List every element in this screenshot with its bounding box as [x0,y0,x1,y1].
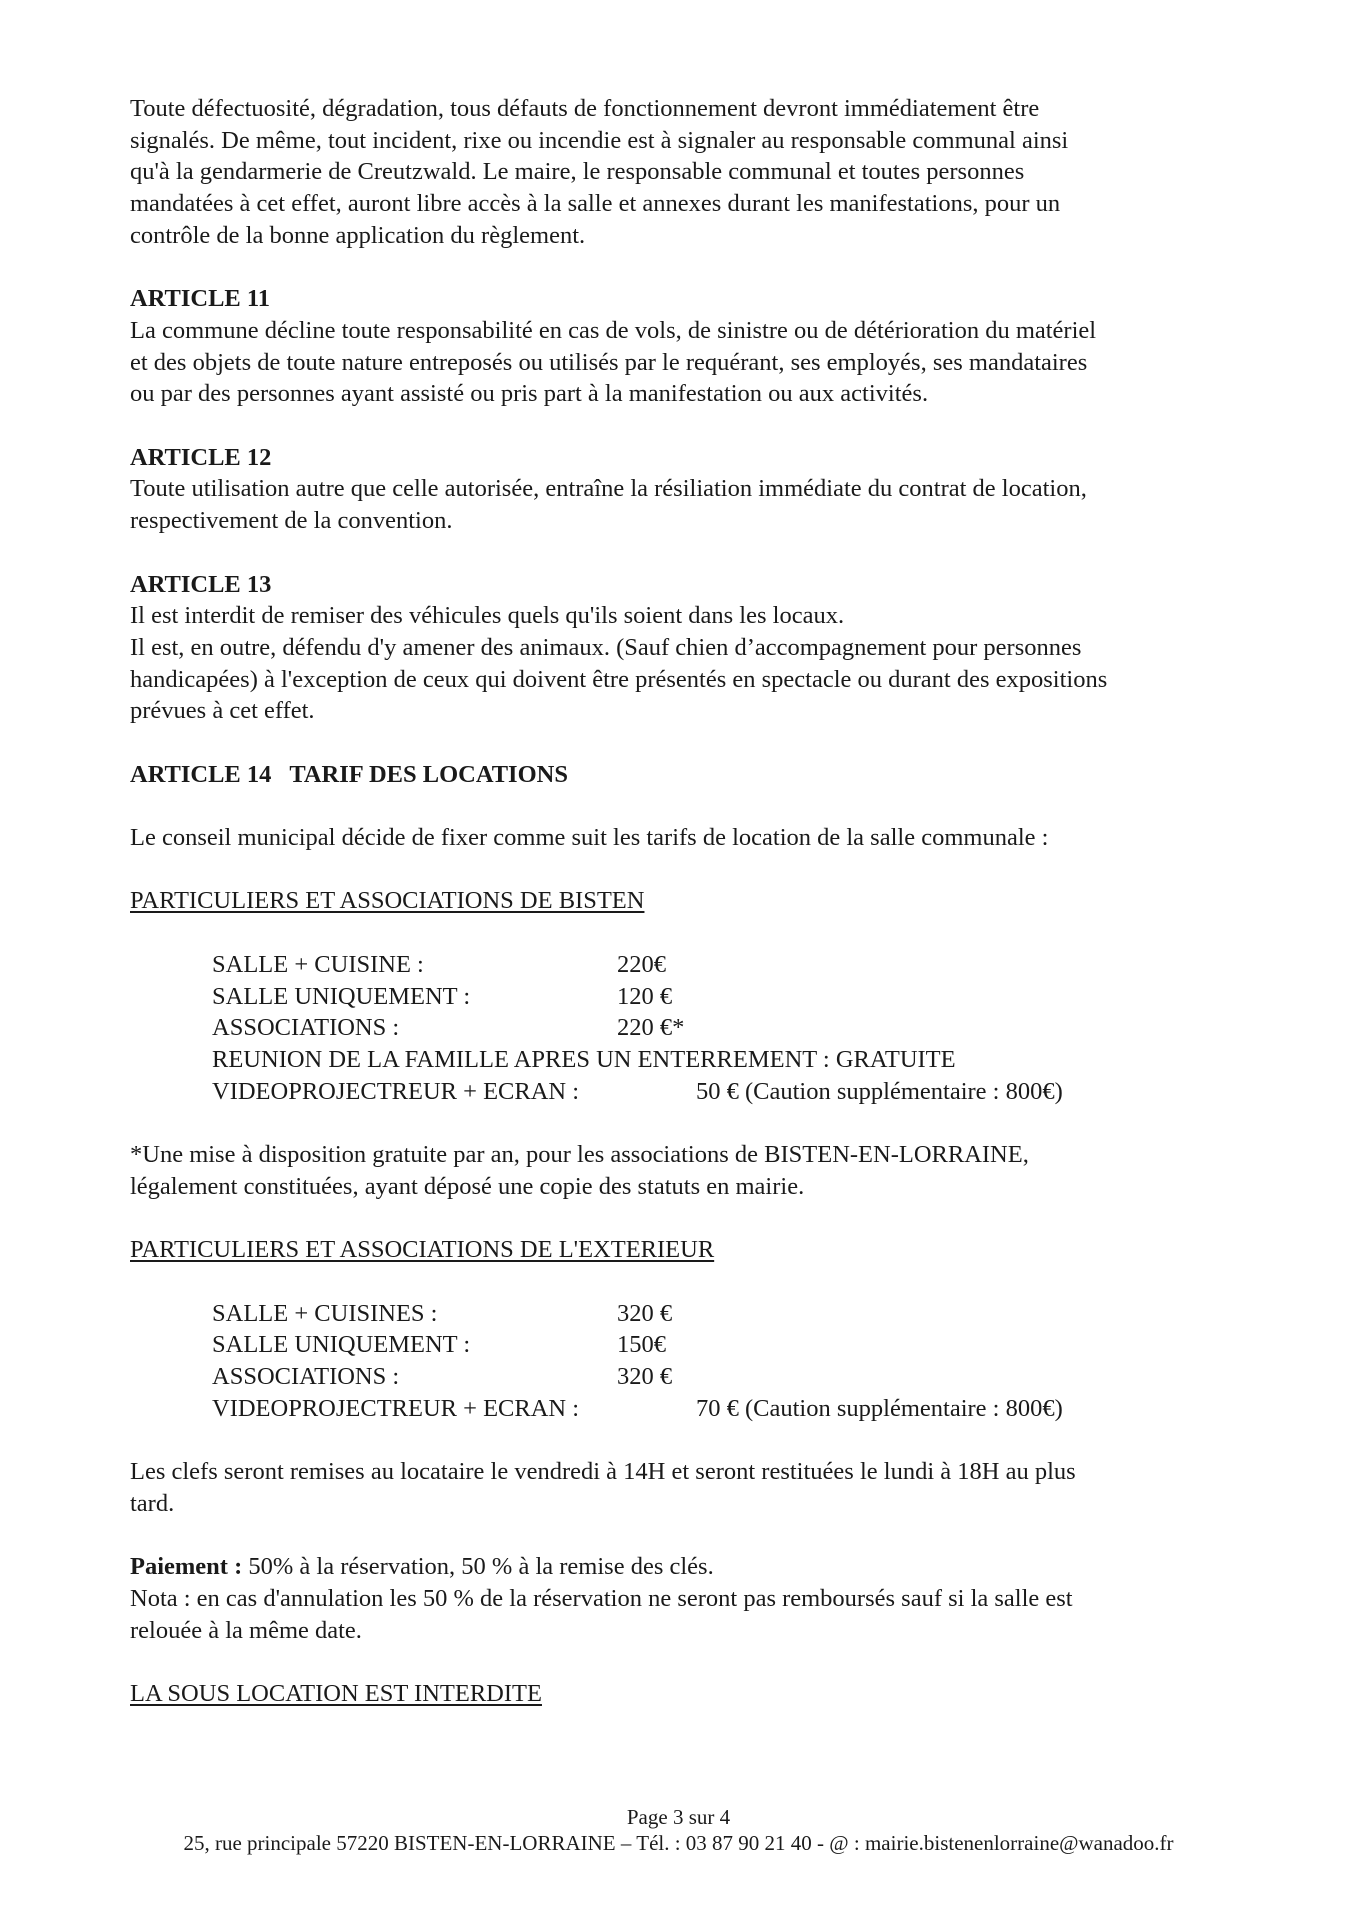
tarif-label: ASSOCIATIONS : [212,1362,400,1390]
article-14-title: ARTICLE 14 TARIF DES LOCATIONS [130,760,568,788]
tarif-row-video [212,1076,1240,1108]
tarif-row [212,1361,1240,1393]
page-footer [0,1804,1357,1856]
document-page [130,93,1240,1710]
tarif-row [212,1298,1240,1330]
tarif-row [212,1012,1240,1044]
tarif-row-video [212,1393,1240,1425]
text-line: La commune décline toute responsabilité en cas de vols, de sinistre ou de détérioration du matériel [130,316,1097,344]
tarif-label: VIDEOPROJECTREUR + ECRAN : [212,1077,580,1105]
text-line: Les clefs seront remises au locataire le vendredi à 14H et seront restituées le lundi à 18H au plus [130,1458,1076,1486]
tarif-label: SALLE UNIQUEMENT : [212,1331,471,1359]
tarif-value: 220€ [617,950,666,978]
text-line: Il est, en outre, défendu d'y amener des animaux. (Sauf chien d’accompagnement pour personnes [130,633,1082,661]
tarif-value: 320 € [617,1299,673,1327]
bisten-tarif-list [130,949,1240,1108]
tarif-value: 150€ [617,1331,666,1359]
tarif-label: SALLE UNIQUEMENT : [212,982,471,1010]
tarif-value: 70 € (Caution supplémentaire : 800€) [696,1394,1063,1422]
tarif-value: 120 € [617,982,673,1010]
paiement-text: 50% à la réservation, 50 % à la remise des clés. [242,1553,714,1581]
article-11 [130,283,1240,410]
text-line: Toute utilisation autre que celle autorisée, entraîne la résiliation immédiate du contrat de location, [130,475,1087,503]
article-13 [130,569,1240,728]
exterieur-heading: PARTICULIERS ET ASSOCIATIONS DE L'EXTERIEUR [130,1236,715,1264]
tarif-label: SALLE + CUISINE : [212,950,424,978]
text-line: Nota : en cas d'annulation les 50 % de la réservation ne seront pas remboursés sauf si la salle est [130,1584,1073,1612]
text-line: légalement constituées, ayant déposé une copie des statuts en mairie. [130,1172,805,1200]
text-line: qu'à la gendarmerie de Creutzwald. Le maire, le responsable communal et toutes personnes [130,158,1025,186]
text-line: et des objets de toute nature entreposés ou utilisés par le requérant, ses employés, ses mandataires [130,348,1088,376]
text-line: tard. [130,1489,175,1517]
text-line: mandatées à cet effet, auront libre accès à la salle et annexes durant les manifestations, pour un [130,190,1061,218]
tarif-label: VIDEOPROJECTREUR + ECRAN : [212,1394,580,1422]
tarif-row [212,949,1240,981]
tarif-label: REUNION DE LA FAMILLE APRES UN ENTERREMENT : GRATUITE [212,1045,956,1073]
paiement-label: Paiement : [130,1553,243,1581]
clefs-paragraph [130,1456,1240,1519]
tarif-label: ASSOCIATIONS : [212,1014,400,1042]
paiement-line [130,1551,1240,1583]
text-line: prévues à cet effet. [130,697,315,725]
text-line: ou par des personnes ayant assisté ou pris part à la manifestation ou aux activités. [130,380,929,408]
article-14-intro: Le conseil municipal décide de fixer comme suit les tarifs de location de la salle communale : [130,824,1049,852]
exterieur-tarif-list [130,1298,1240,1425]
intro-paragraph [130,93,1240,252]
article-13-title: ARTICLE 13 [130,570,272,598]
sous-location-notice: LA SOUS LOCATION EST INTERDITE [130,1679,542,1707]
text-line: respectivement de la convention. [130,507,453,535]
tarif-value: 220 €* [617,1014,685,1042]
text-line: Il est interdit de remiser des véhicules quels qu'ils soient dans les locaux. [130,602,845,630]
bisten-note [130,1139,1240,1202]
tarif-label: SALLE + CUISINES : [212,1299,438,1327]
article-14 [130,759,1240,1710]
tarif-row [212,1329,1240,1361]
article-12-title: ARTICLE 12 [130,443,272,471]
text-line: *Une mise à disposition gratuite par an, pour les associations de BISTEN-EN-LORRAINE, [130,1141,1029,1169]
text-line: contrôle de la bonne application du règlement. [130,221,586,249]
bisten-heading: PARTICULIERS ET ASSOCIATIONS DE BISTEN [130,887,645,915]
text-line: Toute défectuosité, dégradation, tous défauts de fonctionnement devront immédiatement être [130,95,1040,122]
tarif-row-free [212,1044,1240,1076]
text-line: handicapées) à l'exception de ceux qui doivent être présentés en spectacle ou durant des expositions [130,665,1108,693]
tarif-value: 320 € [617,1362,673,1390]
article-12 [130,442,1240,537]
text-line: relouée à la même date. [130,1616,362,1644]
page-number: Page 3 sur 4 [626,1805,731,1829]
tarif-value: 50 € (Caution supplémentaire : 800€) [696,1077,1063,1105]
tarif-row [212,981,1240,1013]
text-line: signalés. De même, tout incident, rixe ou incendie est à signaler au responsable communal ainsi [130,126,1069,154]
article-11-title: ARTICLE 11 [130,285,271,313]
footer-address: 25, rue principale 57220 BISTEN-EN-LORRAINE – Tél. : 03 87 90 21 40 - @ : mairie.bistenenlorraine@wanadoo.fr [183,1831,1174,1855]
